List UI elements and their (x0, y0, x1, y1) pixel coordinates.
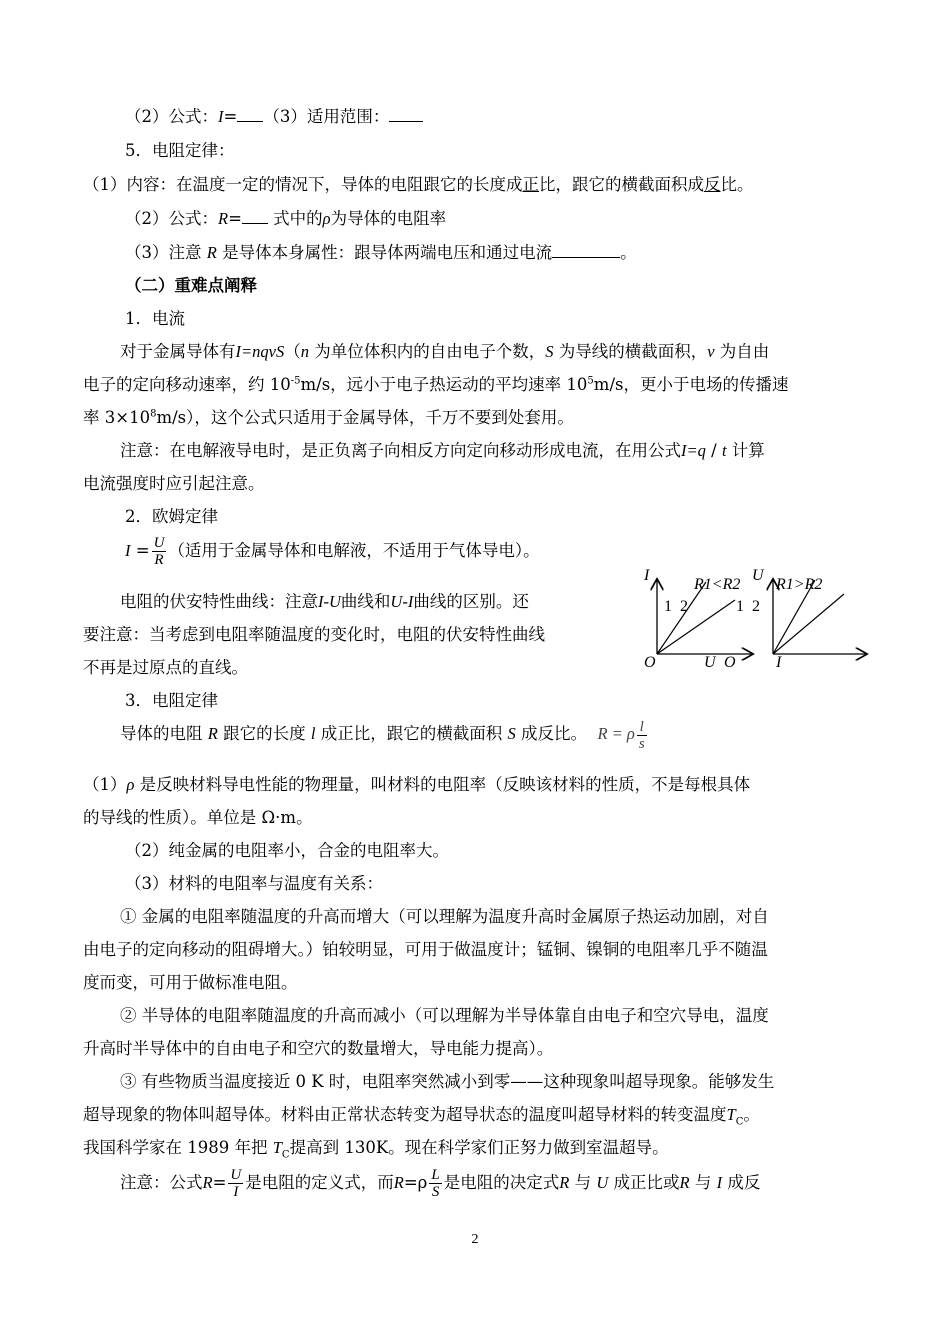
paragraph-line: 对于金属导体有I=nqvS（n 为单位体积内的自由电子个数，S 为导线的横截面积，v 为自由 (120, 342, 770, 361)
section-heading-resistance-law: 5．电阻定律： (125, 141, 235, 160)
paragraph-line: 超导现象的物体叫超导体。材料由正常状态转变为超导状态的温度叫超导材料的转变温度$T_C$。 (83, 1105, 760, 1128)
paragraph-line: 我国科学家在 1989 年把 $T_C$提高到 130K。现在科学家们正努力做到室温超导。 (83, 1138, 669, 1161)
line-1-label: 1 (736, 598, 744, 615)
ohms-law-formula: I = $\frac{U}{R}$ （适用于金属导体和电解液，不适用于气体导电）。 (125, 535, 540, 568)
i-u-graph (643, 567, 752, 671)
origin-label: O (724, 654, 736, 671)
section-heading-key-points: （二）重难点阐释 (125, 276, 257, 295)
y-axis-label: I (644, 567, 650, 584)
paragraph-line: 不再是过原点的直线。 (83, 658, 248, 677)
paragraph-line: 电阻的伏安特性曲线：注意I-U曲线和U-I曲线的区别。还 (120, 592, 529, 611)
paragraph-line: 要注意：当考虑到电阻率随温度的变化时，电阻的伏安特性曲线 (83, 625, 545, 644)
paragraph-line: 电流强度时应引起注意。 (83, 474, 265, 493)
subheading-resistance-law: 3．电阻定律 (125, 691, 218, 710)
u-i-graph (724, 567, 866, 671)
relation-label: R1<R2 (694, 576, 741, 593)
x-axis-label: U (704, 654, 716, 671)
fraction-u-over-r: $\frac{U}{R}$ (153, 535, 165, 568)
line-2-label: 2 (752, 598, 760, 615)
formula-line: （2）公式：R= 式中的ρ为导体的电阻率 (125, 209, 447, 228)
relation-label: R1>R2 (776, 576, 823, 593)
paragraph-line: （1）ρ 是反映材料导电性能的物理量，叫材料的电阻率（反映该材料的性质，不是每根具体 (83, 775, 751, 794)
paragraph-line: 注意：在电解液导电时，是正负离子向相反方向定向移动形成电流，在用公式I=q / t 计算 (120, 441, 765, 460)
paragraph-line: ② 半导体的电阻率随温度的升高而减小（可以理解为半导体靠自由电子和空穴导电，温度 (120, 1006, 769, 1025)
note-line: （3）注意 R 是导体本身属性：跟导体两端电压和通过电流 。 (125, 243, 637, 262)
formula-line: （2）公式：I= （3）适用范围： (125, 106, 423, 128)
line-2 (773, 594, 844, 654)
paragraph-line: 注意：公式R= $\frac{U}{I}$ 是电阻的定义式，而R=ρ $\frac{L}{S}$ 是电阻的决定式R 与 U 成正比或R 与 I 成反 (120, 1167, 761, 1200)
resistance-law-formula: R = ρ $\frac{l}{s}$ (597, 718, 645, 752)
paragraph-line: 升高时半导体中的自由电子和空穴的数量增大，导电能力提高）。 (83, 1039, 554, 1058)
line-2-label: 2 (680, 598, 688, 615)
paragraph-line: （2）纯金属的电阻率小，合金的电阻率大。 (125, 841, 449, 860)
paragraph-line: ③ 有些物质当温度接近 0 K 时，电阻率突然减小到零——这种现象叫超导现象。能够发生 (120, 1072, 775, 1091)
x-axis-label: I (776, 654, 782, 671)
iv-characteristic-figure (640, 560, 870, 675)
y-axis-label: U (752, 567, 764, 584)
line-1-label: 1 (664, 598, 672, 615)
content-line: （1）内容：在温度一定的情况下，导体的电阻跟它的长度成正比，跟它的横截面积成反比。 (83, 175, 754, 194)
paragraph-line: （3）材料的电阻率与温度有关系： (125, 874, 383, 893)
paragraph-line: ① 金属的电阻率随温度的升高而增大（可以理解为温度升高时金属原子热运动加剧，对自 (120, 907, 769, 926)
paragraph-line: 的导线的性质）。单位是 Ω·m。 (83, 808, 313, 827)
subheading-current: 1．电流 (125, 309, 185, 328)
paragraph-line: 导体的电阻 R 跟它的长度 l 成正比，跟它的横截面积 S 成反比。 R = ρ $\frac{l}{s}$ (120, 716, 649, 752)
page-number: 2 (471, 1232, 479, 1247)
subheading-ohms-law: 2．欧姆定律 (125, 507, 218, 526)
paragraph-line: 电子的定向移动速率，约 $10^{-5}m/s$，远小于电子热运动的平均速率 $10^5m/s$，更小于电场的传播速 (83, 375, 789, 394)
origin-label: O (644, 654, 656, 671)
paragraph-line: 度而变，可用于做标准电阻。 (83, 973, 298, 992)
paragraph-line: 率 $3\times 10^8m/s$），这个公式只适用于金属导体，千万不要到处套用。 (83, 408, 574, 427)
paragraph-line: 由电子的定向移动的阻碍增大。）铂较明显，可用于做温度计；锰铜、镍铜的电阻率几乎不随温 (83, 940, 768, 959)
